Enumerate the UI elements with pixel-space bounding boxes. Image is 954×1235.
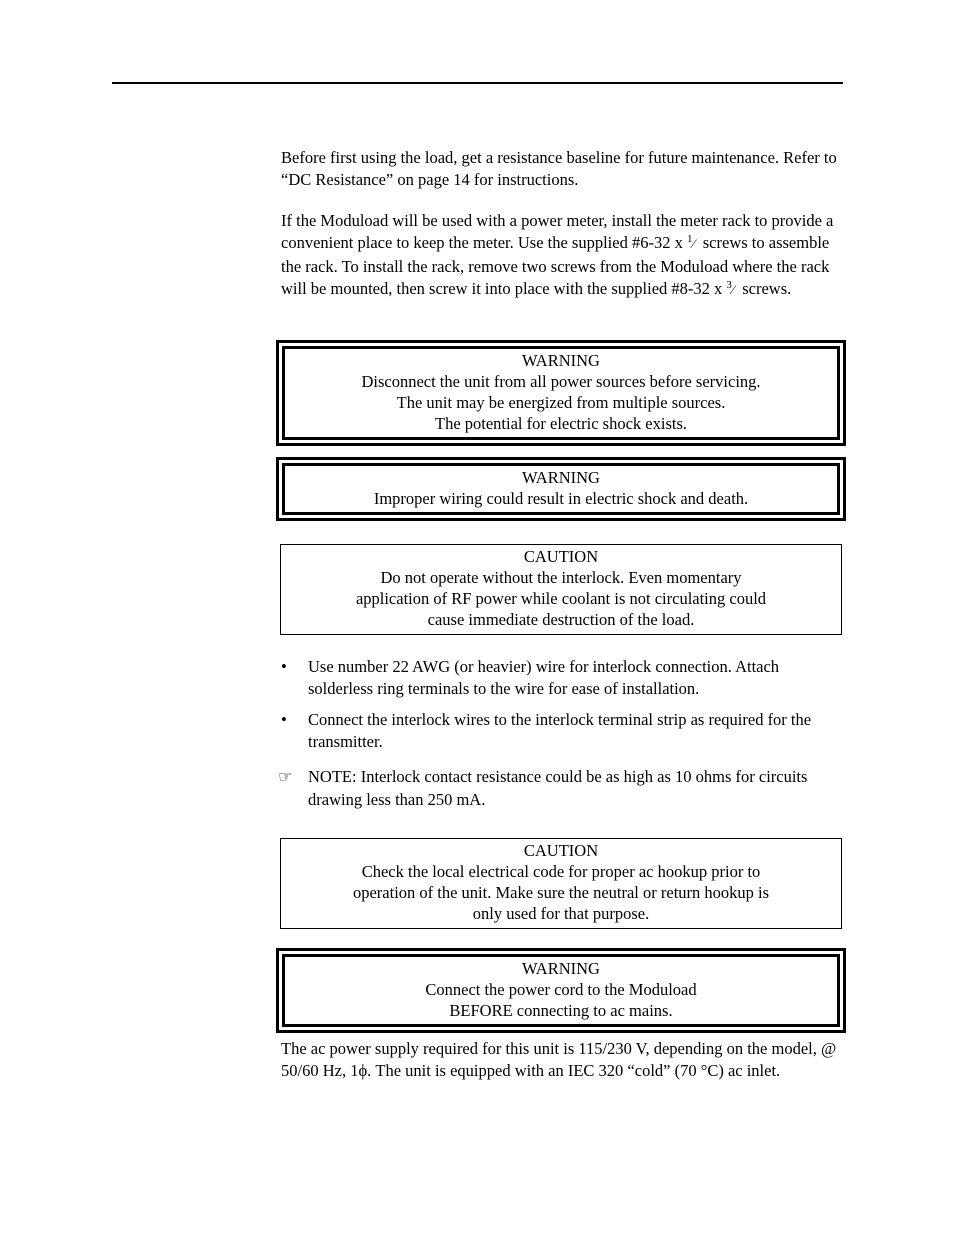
warning-box-power-cord bbox=[276, 948, 846, 1033]
rack-text-part-2: screws to assemble the rack. To install the rack, remove two screws from the Moduload where the rack will be mounted, then screw it into place with the supplied #8-32 x bbox=[281, 233, 830, 298]
warning-title: WARNING bbox=[522, 468, 600, 487]
caution-line: only used for that purpose. bbox=[472, 904, 650, 923]
list-item-text: Use number 22 AWG (or heavier) wire for interlock connection. Attach solderless ring terminals to the wire for ease of installation. bbox=[308, 657, 780, 698]
list-item bbox=[281, 709, 846, 753]
warning-title: WARNING bbox=[522, 351, 600, 370]
note-text: NOTE: Interlock contact resistance could be as high as 10 ohms for circuits drawing less than 250 mA. bbox=[308, 767, 808, 809]
rack-paragraph bbox=[281, 210, 846, 302]
warning-line: The potential for electric shock exists. bbox=[435, 414, 687, 433]
fraction-numerator-1: 1 bbox=[686, 233, 693, 245]
pointing-hand-icon: ☞ bbox=[278, 767, 293, 786]
caution-title: CAUTION bbox=[523, 547, 599, 566]
fraction-slash-2: ⁄ bbox=[731, 282, 735, 297]
warning-line: Disconnect the unit from all power sources before servicing. bbox=[361, 372, 761, 391]
rack-text-part-3: screws. bbox=[738, 279, 792, 298]
warning-box-wiring bbox=[276, 457, 846, 521]
warning-line: Improper wiring could result in electric shock and death. bbox=[373, 489, 749, 508]
caution-line: operation of the unit. Make sure the neutral or return hookup is bbox=[352, 883, 770, 902]
rack-text-part-1: If the Moduload will be used with a power meter, install the meter rack to provide a convenient place to keep the meter. Use the supplied #6-32 x bbox=[281, 211, 834, 252]
warning-title: WARNING bbox=[522, 959, 600, 978]
warning-line: Connect the power cord to the Moduload bbox=[425, 980, 697, 999]
caution-title: CAUTION bbox=[523, 841, 599, 860]
caution-line: Check the local electrical code for proper ac hookup prior to bbox=[361, 862, 761, 881]
note-block bbox=[278, 765, 846, 811]
fraction-numerator-2: 3 bbox=[726, 279, 732, 291]
caution-box-interlock bbox=[280, 544, 842, 635]
caution-line: cause immediate destruction of the load. bbox=[427, 610, 695, 629]
warning-box-disconnect bbox=[276, 340, 846, 446]
header-rule bbox=[112, 82, 843, 84]
caution-box-ac-hookup bbox=[280, 838, 842, 929]
intro-paragraph: Before first using the load, get a resistance baseline for future maintenance. Refer to “DC Resistance” on page 14 for instructions. bbox=[281, 148, 837, 189]
power-paragraph: The ac power supply required for this unit is 115/230 V, depending on the model, @ 50/60 Hz, 1ϕ. The unit is equipped with an IEC 320 “cold” (70 °C) ac inlet. bbox=[281, 1039, 837, 1080]
fraction-slash-1: ⁄ bbox=[692, 236, 695, 251]
bullet-icon: • bbox=[281, 657, 287, 676]
list-item bbox=[281, 656, 846, 700]
caution-line: application of RF power while coolant is not circulating could bbox=[355, 589, 767, 608]
caution-line: Do not operate without the interlock. Even momentary bbox=[380, 568, 742, 587]
warning-line: BEFORE connecting to ac mains. bbox=[449, 1001, 673, 1020]
list-item-text: Connect the interlock wires to the interlock terminal strip as required for the transmitter. bbox=[308, 710, 812, 751]
bullet-icon: • bbox=[281, 710, 287, 729]
warning-line: The unit may be energized from multiple sources. bbox=[396, 393, 726, 412]
